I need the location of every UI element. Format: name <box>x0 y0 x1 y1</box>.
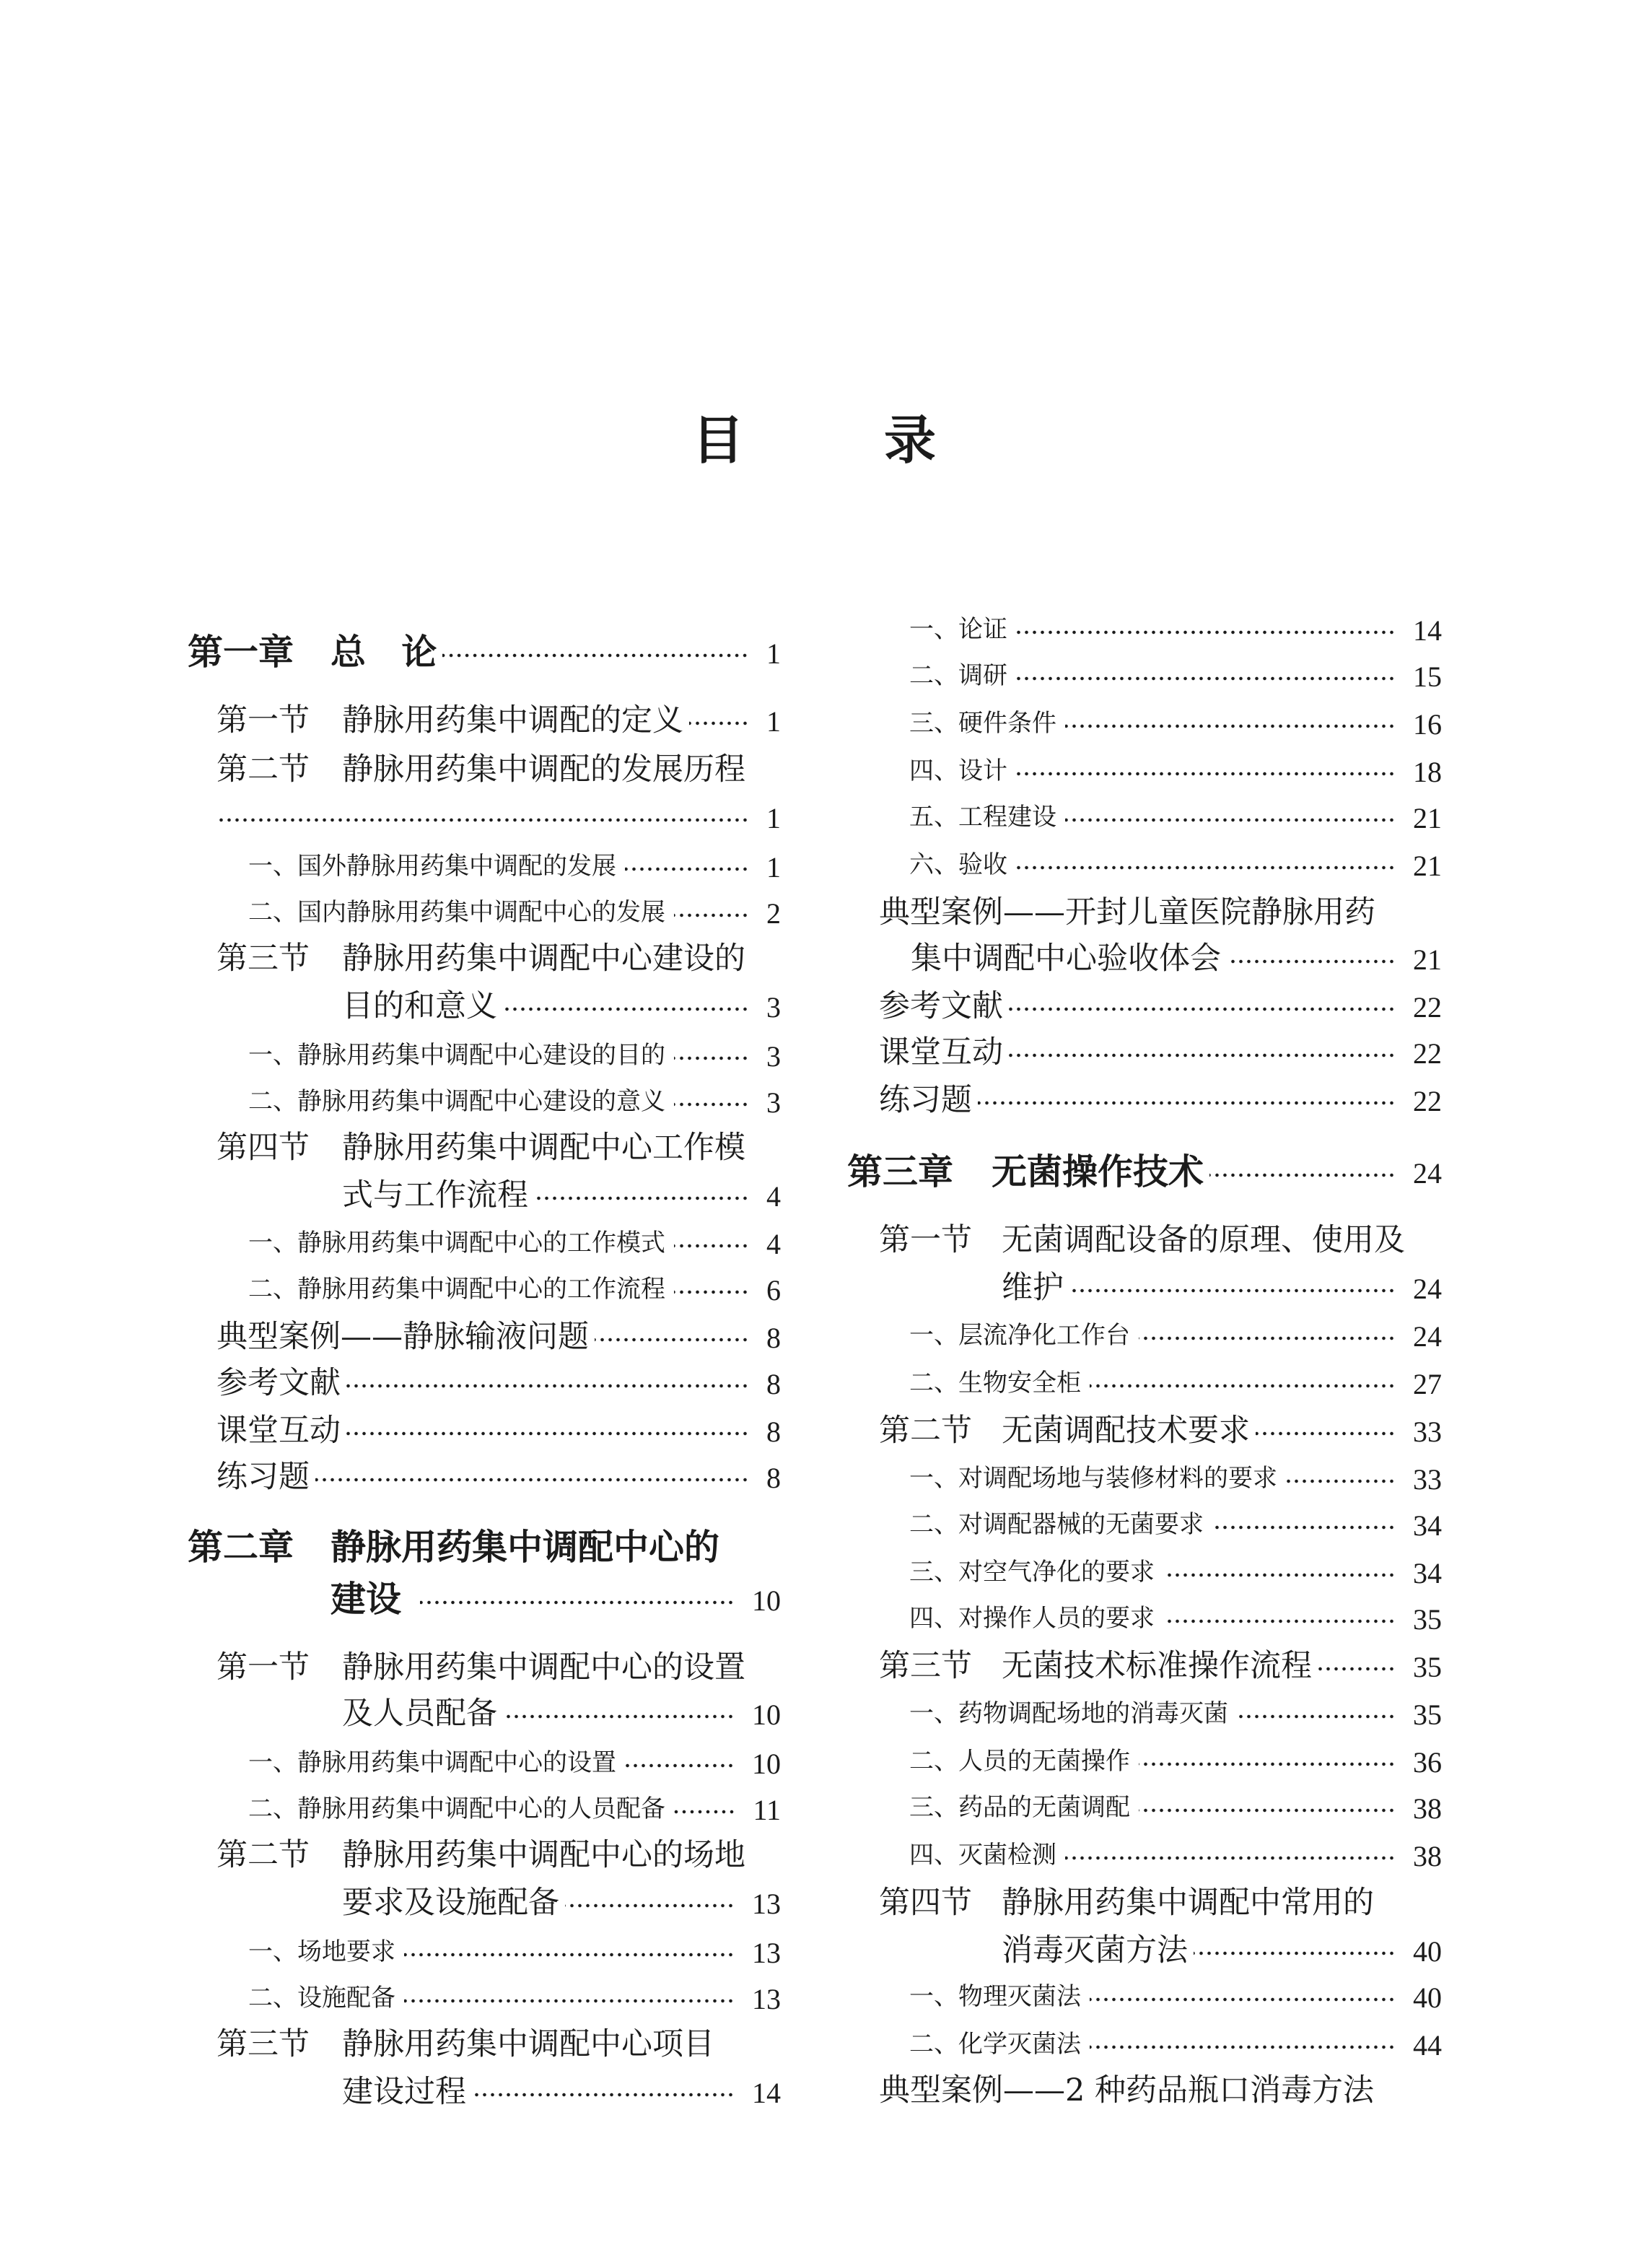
dot-leader <box>1016 676 1396 681</box>
page-number: 24 <box>1413 1320 1442 1353</box>
dot-leader <box>1009 1052 1396 1058</box>
toc-entry-sub <box>909 1786 1442 1829</box>
page-number: 22 <box>1413 991 1442 1024</box>
entry-title: 二、调研 <box>909 661 1007 690</box>
entry-title: 静脉用药集中调配中常用的 <box>1002 1885 1374 1921</box>
page-number: 40 <box>1413 1981 1442 2014</box>
entry-title: 一、论证 <box>909 615 1007 644</box>
toc-entry-sub <box>909 1833 1442 1877</box>
page-number: 6 <box>766 1274 781 1307</box>
page-number: 35 <box>1413 1603 1442 1636</box>
entry-number: 第一节 <box>879 1222 972 1258</box>
dot-leader <box>1209 1172 1396 1178</box>
page-number: 3 <box>766 1086 781 1119</box>
dot-leader <box>1090 1383 1396 1389</box>
page-number: 8 <box>766 1322 781 1354</box>
dot-leader <box>1139 1761 1396 1767</box>
entry-title: 四、设计 <box>909 756 1007 785</box>
page-number: 14 <box>1413 614 1442 647</box>
page-number: 14 <box>752 2077 781 2109</box>
dot-leader <box>1163 1618 1396 1624</box>
dot-leader <box>1318 1666 1396 1672</box>
entry-number: 第三节 <box>879 1648 972 1684</box>
dot-leader <box>1016 865 1396 871</box>
toc-entry-sub <box>909 1550 1442 1594</box>
page-number: 21 <box>1413 802 1442 834</box>
dot-leader <box>1016 771 1396 777</box>
entry-title: 维护 <box>1002 1270 1064 1306</box>
toc-entry-section-cont <box>1002 1929 1442 1972</box>
toc-entry-sub <box>909 795 1442 839</box>
page-number: 11 <box>753 1794 781 1826</box>
toc-entry-item <box>879 1031 1442 1074</box>
toc-entry-section <box>879 1644 1442 1688</box>
toc-entry-sub <box>909 702 1442 745</box>
page-number: 10 <box>752 1748 781 1780</box>
entry-title: 无菌调配技术要求 <box>1002 1413 1250 1449</box>
entry-title: 静脉用药集中调配中心项目 <box>342 2026 714 2062</box>
entry-title: 一、药物调配场地的消毒灭菌 <box>909 1699 1228 1728</box>
page-number: 4 <box>766 1228 781 1260</box>
page-number: 40 <box>1413 1935 1442 1968</box>
toc-entry-sub <box>909 1361 1442 1405</box>
entry-title: 二、静脉用药集中调配中心的工作流程 <box>248 1275 665 1304</box>
entry-title: 课堂互动 <box>879 1034 1003 1070</box>
toc-entry-item <box>879 985 1442 1028</box>
entry-title: 二、静脉用药集中调配中心的人员配备 <box>248 1794 665 1823</box>
toc-entry-sub <box>909 1597 1442 1640</box>
page-number: 21 <box>1413 943 1442 976</box>
entry-number: 第三节 <box>216 2026 310 2062</box>
toc-entry-item <box>879 891 1442 934</box>
entry-title: 目的和意义 <box>342 988 497 1024</box>
entry-title: 四、灭菌检测 <box>909 1841 1056 1870</box>
entry-title: 六、验收 <box>909 850 1007 879</box>
page-number: 2 <box>766 897 781 930</box>
entry-title: 二、设施配备 <box>248 1984 395 2012</box>
entry-number: 第二节 <box>216 1837 310 1873</box>
toc-entry-section <box>879 1218 1442 1262</box>
page-number: 8 <box>766 1416 781 1448</box>
entry-number: 第三节 <box>216 941 310 977</box>
entry-title: 静脉用药集中调配中心的 <box>331 1527 720 1568</box>
entry-title: 二、人员的无菌操作 <box>909 1747 1130 1776</box>
dot-leader <box>1163 1572 1396 1578</box>
entry-title: 无菌操作技术 <box>992 1151 1204 1192</box>
toc-entry-sub <box>909 749 1442 793</box>
toc-entry-sub <box>909 1503 1442 1546</box>
entry-title: 参考文献 <box>879 988 1003 1024</box>
toc-entry-sub <box>909 654 1442 697</box>
page-number: 22 <box>1413 1037 1442 1070</box>
page-number: 8 <box>766 1462 781 1494</box>
toc-entry-item-cont <box>911 937 1442 980</box>
entry-title: 一、物理灭菌法 <box>909 1982 1081 2011</box>
dot-leader <box>1139 1807 1396 1813</box>
entry-title: 静脉用药集中调配中心的场地 <box>342 1837 745 1873</box>
page-number: 4 <box>766 1180 781 1213</box>
toc-entry-item <box>879 2069 1442 2112</box>
entry-title: 典型案例——2 种药品瓶口消毒方法 <box>879 2072 1375 2108</box>
entry-title: 练习题 <box>879 1082 972 1118</box>
page-title: 目 录 <box>691 410 937 471</box>
dot-leader <box>1065 817 1396 823</box>
entry-title: 课堂互动 <box>216 1413 341 1449</box>
page-number: 34 <box>1413 1557 1442 1589</box>
entry-title: 练习题 <box>216 1459 310 1495</box>
entry-title: 一、静脉用药集中调配中心的工作模式 <box>248 1229 665 1257</box>
entry-number: 第二节 <box>879 1413 972 1449</box>
page-number: 24 <box>1413 1157 1442 1190</box>
toc-entry-sub <box>909 1740 1442 1783</box>
entry-title: 静脉用药集中调配中心工作模 <box>342 1130 745 1166</box>
page-number: 21 <box>1413 850 1442 882</box>
entry-title: 一、场地要求 <box>248 1937 395 1966</box>
dot-leader <box>1016 629 1396 635</box>
toc-entry-section <box>879 1881 1442 1924</box>
dot-leader <box>1009 1006 1396 1012</box>
entry-title: 建设过程 <box>342 2074 466 2110</box>
entry-title: 一、静脉用药集中调配中心的设置 <box>248 1748 616 1777</box>
page-number: 8 <box>766 1368 781 1400</box>
page-number: 3 <box>766 991 781 1024</box>
dot-leader <box>1286 1478 1396 1484</box>
entry-title: 四、对操作人员的要求 <box>909 1604 1155 1633</box>
page-number: 16 <box>1413 708 1442 741</box>
page-number: 34 <box>1413 1509 1442 1542</box>
entry-title: 静脉用药集中调配的发展历程 <box>342 751 745 788</box>
dot-leader <box>1065 1855 1396 1861</box>
page-number: 35 <box>1413 1651 1442 1683</box>
entry-title: 一、国外静脉用药集中调配的发展 <box>248 852 616 881</box>
page-number: 44 <box>1413 2029 1442 2062</box>
page-number: 18 <box>1413 756 1442 788</box>
entry-title: 静脉用药集中调配中心建设的 <box>342 941 745 977</box>
toc-entry-item <box>879 1078 1442 1122</box>
dot-leader <box>1256 1431 1396 1436</box>
page-number: 1 <box>766 851 781 884</box>
entry-title: 三、药品的无菌调配 <box>909 1793 1130 1822</box>
entry-title: 二、静脉用药集中调配中心建设的意义 <box>248 1087 665 1116</box>
page-number: 1 <box>766 637 781 670</box>
dot-leader <box>1237 1714 1396 1719</box>
entry-number: 第四节 <box>216 1130 310 1166</box>
page-number: 1 <box>766 802 781 834</box>
entry-title: 典型案例——开封儿童医院静脉用药 <box>879 894 1375 930</box>
entry-title: 一、对调配场地与装修材料的要求 <box>909 1464 1277 1493</box>
dot-leader <box>1090 2044 1396 2050</box>
entry-title: 式与工作流程 <box>342 1177 528 1213</box>
page-number: 36 <box>1413 1746 1442 1779</box>
dot-leader <box>1065 723 1396 729</box>
page-number: 27 <box>1413 1368 1442 1400</box>
entry-title: 消毒灭菌方法 <box>1002 1932 1188 1968</box>
toc-entry-section <box>879 1409 1442 1452</box>
dot-leader <box>1227 959 1396 964</box>
page-number: 13 <box>752 1937 781 1969</box>
entry-number: 第一章 <box>188 632 294 673</box>
entry-title: 参考文献 <box>216 1365 341 1401</box>
page-number: 33 <box>1413 1463 1442 1496</box>
entry-title: 典型案例——静脉输液问题 <box>216 1319 589 1355</box>
page-number: 13 <box>752 1983 781 2015</box>
entry-title: 二、化学灭菌法 <box>909 2030 1081 2059</box>
page-number: 38 <box>1413 1792 1442 1825</box>
page-number: 15 <box>1413 660 1442 693</box>
page-number: 22 <box>1413 1085 1442 1117</box>
entry-title: 一、层流净化工作台 <box>909 1321 1130 1350</box>
entry-title: 要求及设施配备 <box>342 1885 559 1921</box>
entry-title: 二、国内静脉用药集中调配中心的发展 <box>248 898 665 927</box>
toc-entry-section-cont <box>1002 1266 1442 1309</box>
entry-title: 五、工程建设 <box>909 803 1056 832</box>
page-number: 38 <box>1413 1840 1442 1872</box>
page-number: 33 <box>1413 1416 1442 1448</box>
entry-title: 二、生物安全柜 <box>909 1369 1081 1397</box>
toc-entry-sub <box>909 1975 1442 2018</box>
entry-title: 无菌技术标准操作流程 <box>1002 1648 1312 1684</box>
toc-entry-sub <box>909 1314 1442 1357</box>
entry-title: 及人员配备 <box>342 1696 497 1732</box>
page-number: 13 <box>752 1888 781 1920</box>
toc-entry-sub <box>909 608 1442 651</box>
entry-title: 三、硬件条件 <box>909 709 1056 738</box>
entry-number: 第三章 <box>847 1151 954 1192</box>
entry-title: 静脉用药集中调配的定义 <box>342 702 683 738</box>
page-number: 35 <box>1413 1698 1442 1731</box>
entry-number: 第一节 <box>216 1649 310 1685</box>
dot-leader <box>978 1100 1396 1106</box>
page-number: 24 <box>1413 1273 1442 1305</box>
entry-number: 第二节 <box>216 751 310 788</box>
toc-entry-sub <box>909 843 1442 886</box>
page-number: 10 <box>752 1584 781 1617</box>
page-number: 10 <box>752 1698 781 1731</box>
toc-entry-sub <box>909 1457 1442 1500</box>
dot-leader <box>1194 1950 1396 1956</box>
entry-title: 一、静脉用药集中调配中心建设的目的 <box>248 1041 665 1070</box>
toc-entry-sub <box>909 1692 1442 1735</box>
entry-number: 第二章 <box>188 1527 294 1568</box>
entry-title: 总 论 <box>331 632 437 673</box>
toc-entry-sub <box>909 2023 1442 2066</box>
entry-number: 第四节 <box>879 1885 972 1921</box>
entry-title: 建设 <box>331 1579 402 1620</box>
page-number: 3 <box>766 1040 781 1073</box>
dot-leader <box>1212 1525 1396 1530</box>
dot-leader <box>1069 1288 1396 1294</box>
toc-entry-chapter <box>847 1151 1442 1194</box>
page-number: 1 <box>766 705 781 738</box>
entry-number: 第一节 <box>216 702 310 738</box>
entry-title: 三、对空气净化的要求 <box>909 1558 1155 1587</box>
entry-title: 静脉用药集中调配中心的设置 <box>342 1649 745 1685</box>
entry-title: 集中调配中心验收体会 <box>911 941 1221 977</box>
entry-title: 无菌调配设备的原理、使用及 <box>1002 1222 1405 1258</box>
dot-leader <box>1139 1335 1396 1341</box>
dot-leader <box>1090 1997 1396 2002</box>
entry-title: 二、对调配器械的无菌要求 <box>909 1510 1204 1539</box>
